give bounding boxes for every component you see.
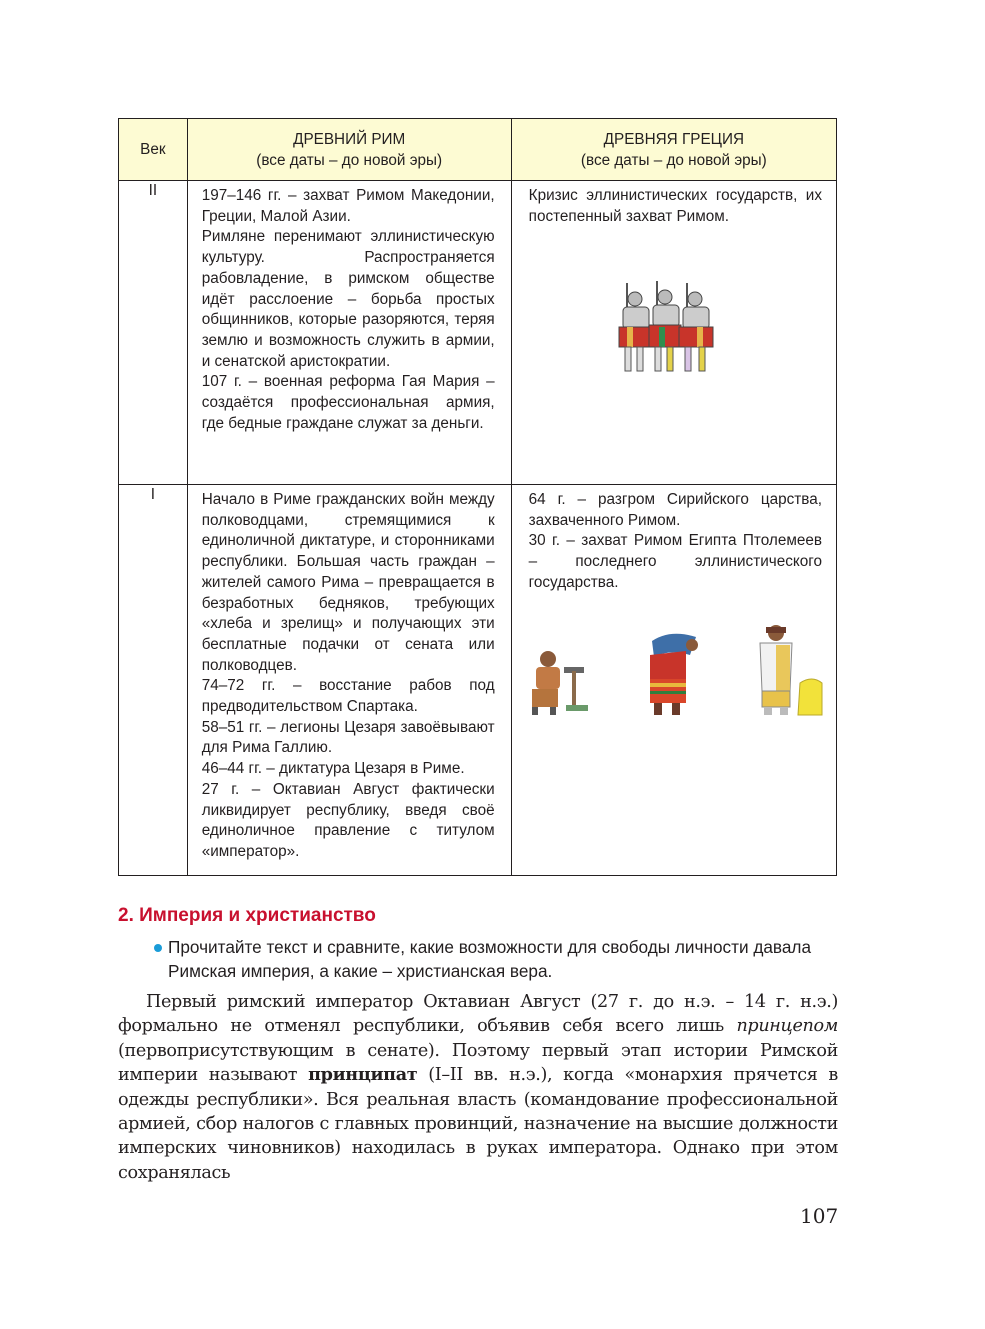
header-greece-title: ДРЕВНЯЯ ГРЕЦИЯ bbox=[603, 130, 745, 148]
section-title: 2. Империя и христианство bbox=[118, 905, 376, 926]
rome-entry: 27 г. – Октавиан Август фактически ликвидирует республику, введя своё единоличное правление с титулом «император». bbox=[201, 780, 495, 860]
header-rome-subtitle: (все даты – до новой эры) bbox=[256, 151, 443, 169]
term-principate: принципат bbox=[308, 1064, 418, 1086]
header-rome-title: ДРЕВНИЙ РИМ bbox=[293, 130, 406, 148]
legionaries-icon bbox=[613, 281, 725, 377]
task-text: Прочитайте текст и сравните, какие возможности для свободы личности давала Римская империя, а какие – христианская вера. bbox=[168, 937, 812, 981]
table-row bbox=[119, 485, 837, 876]
craftsman-figure-icon bbox=[526, 641, 592, 717]
body-paragraph bbox=[118, 990, 838, 1185]
greece-entry: 64 г. – разгром Сирийского царства, захваченного Римом. bbox=[528, 491, 822, 529]
century-cell bbox=[119, 485, 188, 876]
century-label: II bbox=[148, 182, 158, 199]
header-rome bbox=[187, 119, 511, 181]
table-row bbox=[119, 181, 837, 485]
table-header-row bbox=[119, 119, 837, 181]
merchant-figure-icon bbox=[640, 629, 704, 717]
roman-legionaries-illustration bbox=[502, 281, 836, 377]
rome-entry: Начало в Риме гражданских войн между полководцами, стремящимися к единоличной диктатуре, и сторонниками республики. Большая часть граждан – жителей самого Рима – превращается в безработных бедняков, требующих «хлеба и зрелищ» и получающих эти бесплатные подачки от сената или полководцев. bbox=[201, 491, 495, 674]
rome-entry: Римляне перенимают эллинистическую культуру. Распространяется рабовладение, в римском обществе идёт расслоение – борьба простых общинников, которые разоряются, теряя землю и возможность служить в армии, и сенатской аристократии. bbox=[201, 228, 495, 370]
greece-cell bbox=[511, 181, 836, 485]
section-empire-christianity bbox=[118, 903, 838, 983]
page-number: 107 bbox=[800, 1204, 839, 1228]
body-text-part: Первый римский император Октавиан Август (27 г. до н.э. – 14 г. н.э.) формально не отменял республики, объявив себя всего лишь bbox=[118, 992, 838, 1037]
term-princeps: принцепом bbox=[736, 1016, 838, 1037]
task-prompt bbox=[168, 936, 838, 983]
rome-entry: 58–51 гг. – легионы Цезаря завоёвывают для Рима Галлию. bbox=[201, 718, 495, 757]
header-greece-subtitle: (все даты – до новой эры) bbox=[580, 151, 767, 169]
rome-entry: 74–72 гг. – восстание рабов под предводительством Спартака. bbox=[201, 677, 495, 716]
body-text-part: (первоприсутствующим в сенате). Поэтому первый этап истории Римской империи называют bbox=[118, 1040, 838, 1086]
header-greece bbox=[511, 119, 836, 181]
rome-entry: 46–44 гг. – диктатура Цезаря в Риме. bbox=[201, 760, 465, 778]
rome-cell bbox=[187, 485, 511, 876]
bullet-icon bbox=[154, 944, 162, 952]
greece-entry: Кризис эллинистических государств, их постепенный захват Римом. bbox=[528, 187, 822, 225]
rome-entry: 107 г. – военная реформа Гая Мария – создаётся профессиональная армия, где бедные граждане служат за деньги. bbox=[201, 373, 495, 432]
header-century bbox=[119, 119, 188, 181]
header-century-label: Век bbox=[140, 141, 166, 158]
comparison-table bbox=[118, 118, 837, 876]
greece-entry: 30 г. – захват Римом Египта Птолемеев – последнего эллинистического государства. bbox=[528, 532, 822, 591]
century-label: I bbox=[150, 486, 155, 503]
body-text-part: (I–II вв. н.э.), когда «монархия прячется в одежды республики». Вся реальная власть (командование профессиональной армией, сбор налогов с главных провинций, назначение на высшие должности имперских чиновников) находилась в руках императора. Однако при этом сохранялась bbox=[118, 1065, 838, 1183]
rome-entry: 197–146 гг. – захват Римом Македонии, Греции, Малой Азии. bbox=[201, 187, 495, 225]
noble-figure-icon bbox=[752, 621, 826, 717]
greece-cell bbox=[511, 485, 836, 876]
century-cell bbox=[119, 181, 188, 485]
rome-cell bbox=[187, 181, 511, 485]
ancient-people-illustration bbox=[526, 621, 826, 717]
